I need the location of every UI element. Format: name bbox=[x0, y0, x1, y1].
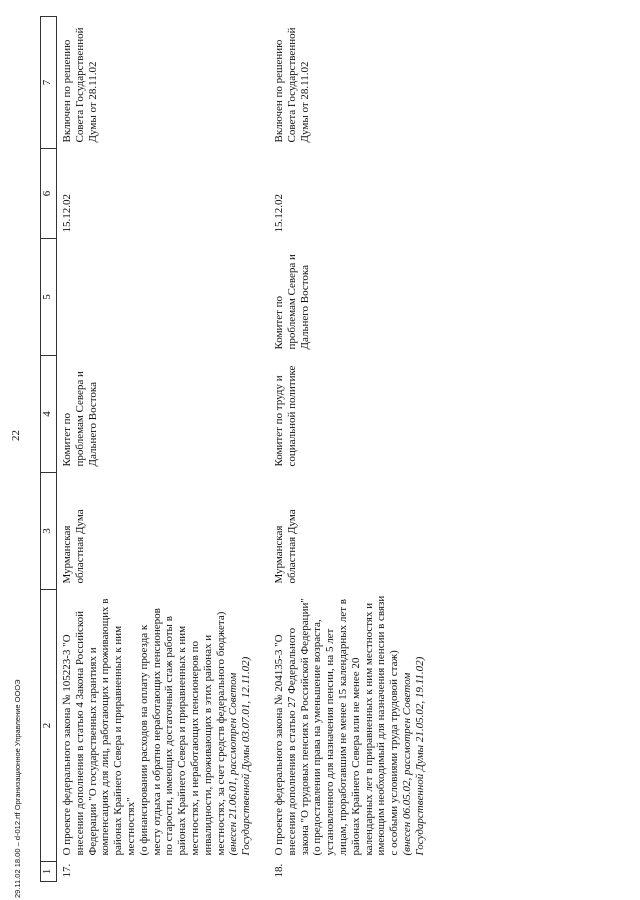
status-cell: Включен по решению Совета Государственной Думы от 28.11.02 bbox=[272, 27, 311, 143]
header-row bbox=[41, 17, 57, 882]
rotated-page bbox=[40, 17, 620, 882]
table-row bbox=[259, 17, 433, 882]
table-row bbox=[57, 17, 259, 882]
date-cell: 15.12.02 bbox=[272, 194, 285, 233]
agenda-table bbox=[40, 16, 433, 882]
date-cell: 15.12.02 bbox=[61, 194, 73, 233]
bill-cell bbox=[57, 590, 259, 862]
bill-title: О проекте федерального закона № 204135-3 "О внесении дополнения в статью 27 Федерального закона "О трудовых пенсиях в Российской Федерации" bbox=[272, 598, 311, 856]
committee-cell: Комитет по проблемам Севера и Дальнего Востока bbox=[61, 371, 99, 467]
col-header-3: 3 bbox=[41, 473, 57, 590]
bill-note: (внесен 21.06.01, рассмотрен Советом Государственной Думы 03.07.01, 12.11.02) bbox=[227, 656, 253, 856]
row-number: 17. bbox=[61, 863, 73, 878]
status-cell: Включен по решению Совета Государственной Думы от 28.11.02 bbox=[61, 27, 99, 143]
col-header-6: 6 bbox=[41, 149, 57, 239]
col-header-4: 4 bbox=[41, 356, 57, 473]
bill-cell bbox=[259, 590, 433, 862]
bill-description: (о финансировании расходов на оплату проезда к месту отдыха и обратно неработающих пенсионеров по старости, имеющих достаточный стаж работы в районах Крайнего Севера и приравненных к ним местностях, и неработающих пенсионеров по инвалидности, проживающих в этих районах и местностях, за счет средств федерального бюджета) bbox=[137, 608, 227, 856]
row-number: 18. bbox=[272, 863, 285, 878]
document-footer: 29.11.02 18.00 – d-012.rtf Организационное Управление ОООЭ bbox=[13, 679, 22, 898]
bill-note: (внесен 06.05.02, рассмотрен Советом Государственной Думы 21.05.02, 19.11.02) bbox=[400, 656, 426, 856]
initiator-cell: Мурманская областная Дума bbox=[61, 509, 86, 584]
col-header-7: 7 bbox=[41, 17, 57, 149]
bill-description: (о предоставлении права на уменьшение возраста, установленного для назначения пенсии, на 5 лет лицам, проработавшим не менее 15 календарных лет в районах Крайнего Севера или не менее 20 календарных лет в приравненных к ним местностях и имеющим необходимый для назначения пенсии в связи с особыми условиями труда трудовой стаж) bbox=[311, 595, 401, 856]
col-header-5: 5 bbox=[41, 239, 57, 356]
bill-title: О проекте федерального закона № 105223-3 "О внесении дополнения в статью 4 Закона Российской Федерации "О государственных гарантиях и компенсациях для лиц, работающих и проживающих в районах Крайнего Севера и приравненных к ним местностях" bbox=[61, 598, 137, 856]
col-header-2: 2 bbox=[41, 590, 57, 862]
col-header-1: 1 bbox=[41, 862, 57, 882]
co-committee-cell: Комитет по проблемам Севера и Дальнего Востока bbox=[272, 254, 311, 350]
initiator-cell: Мурманская областная Дума bbox=[272, 509, 298, 584]
page-number: 22 bbox=[10, 430, 22, 441]
co-committee-cell bbox=[57, 239, 259, 356]
committee-cell: Комитет по труду и социальной политике bbox=[272, 365, 298, 467]
